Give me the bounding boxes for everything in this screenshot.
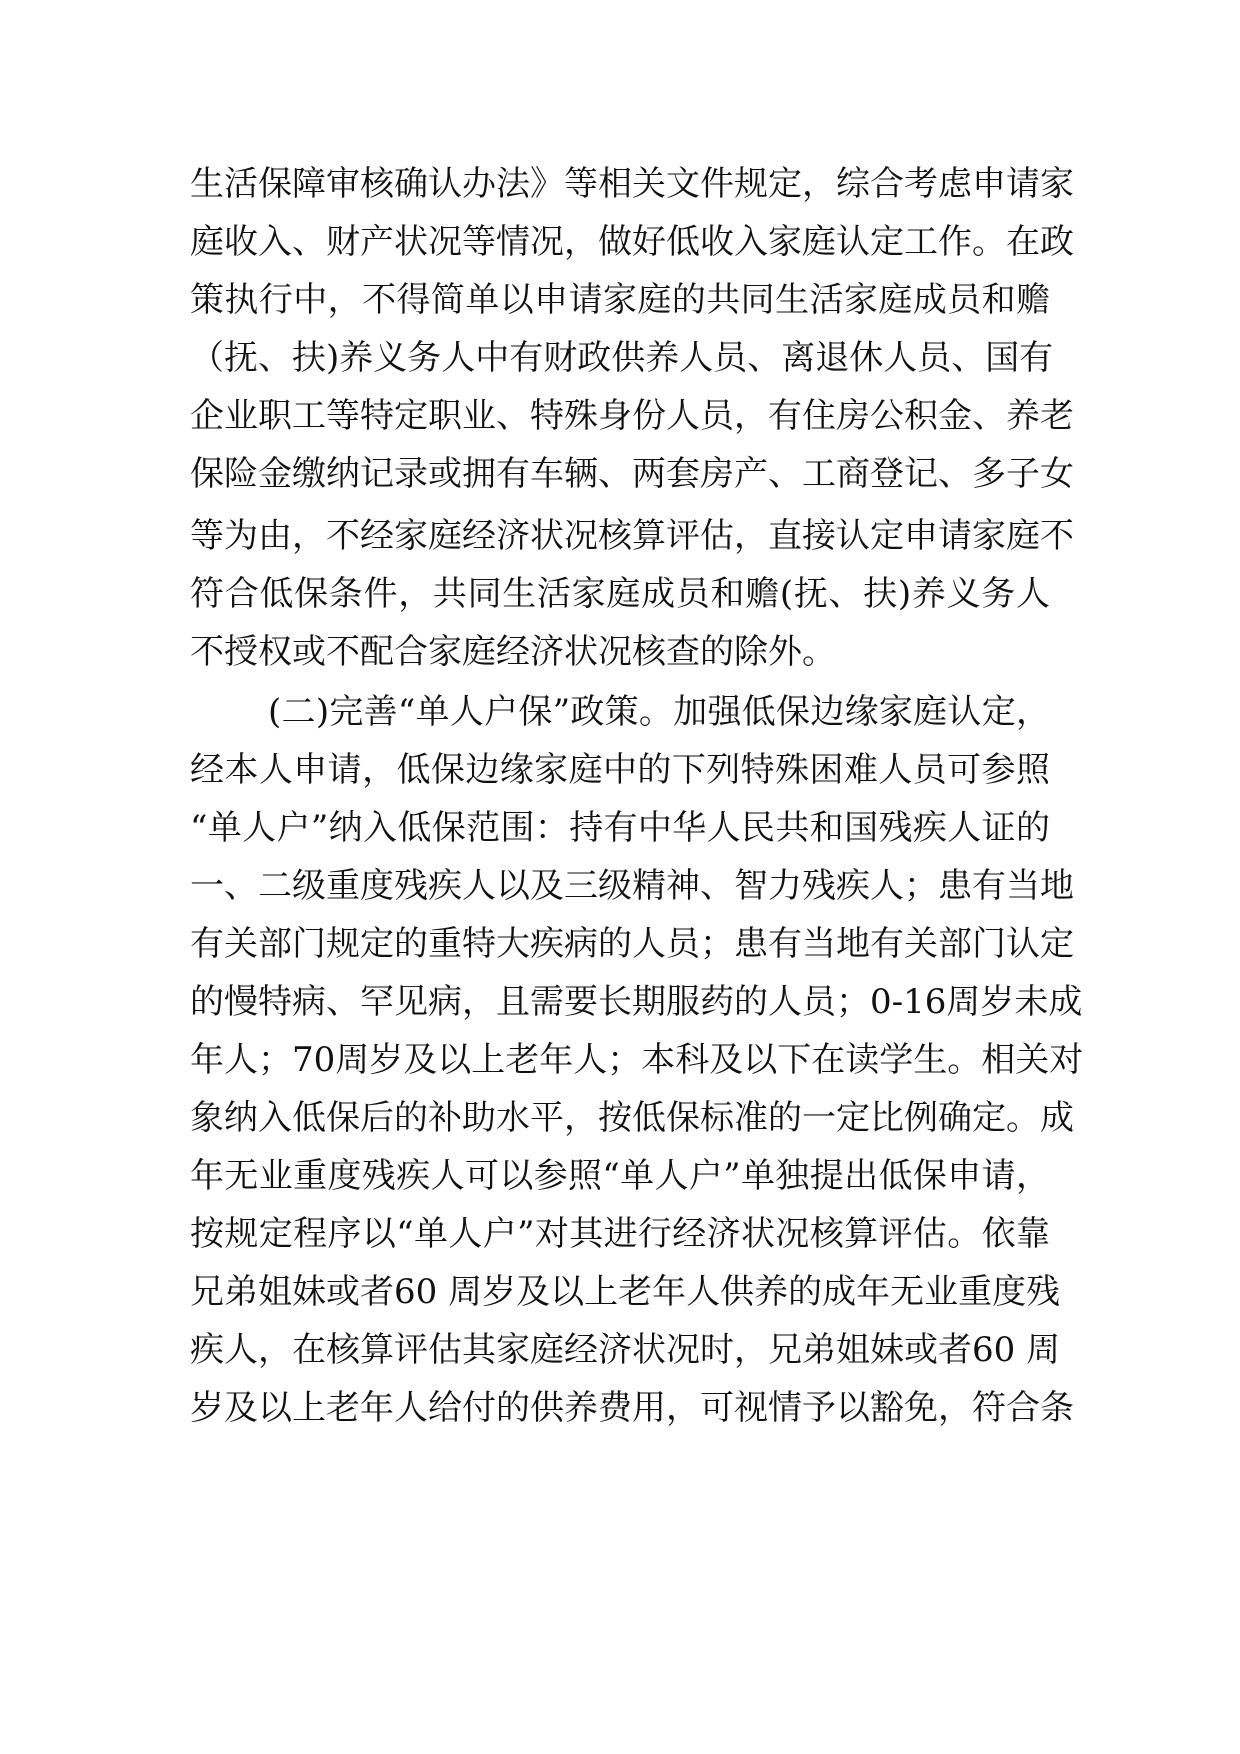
text-line-13: 一、二级重度残疾人以及三级精神、智力残疾人；患有当地 [190,866,1074,906]
text-line-3: 策执行中，不得简单以申请家庭的共同生活家庭成员和赡 [190,280,1050,320]
text-line-6: 保险金缴纳记录或拥有车辆、两套房产、工商登记、多子女 [190,454,1074,494]
text-line-19: 按规定程序以“单人户”对其进行经济状况核算评估。依靠 [190,1214,1050,1254]
text-line-14: 有关部门规定的重特大疾病的人员；患有当地有关部门认定 [190,924,1074,964]
text-line-12: “单人户”纳入低保范围：持有中华人民共和国残疾人证的 [190,808,1050,848]
text-line-8: 符合低保条件，共同生活家庭成员和赡(抚、扶)养义务人 [190,574,1050,614]
paragraph-2-first-line: (二)完善“单人户保”政策。加强低保边缘家庭认定， [268,692,1050,732]
text-line-1: 生活保障审核确认办法》等相关文件规定，综合考虑申请家 [190,164,1074,204]
text-line-5: 企业职工等特定职业、特殊身份人员，有住房公积金、养老 [190,396,1074,436]
text-line-17: 象纳入低保后的补助水平，按低保标准的一定比例确定。成 [190,1098,1074,1138]
text-line-15: 的慢特病、罕见病，且需要长期服药的人员；0-16周岁未成 [190,982,1083,1022]
text-line-9: 不授权或不配合家庭经济状况核查的除外。 [190,632,836,672]
text-line-18: 年无业重度残疾人可以参照“单人户”单独提出低保申请， [190,1156,1050,1196]
text-line-16: 年人；70周岁及以上老年人；本科及以下在读学生。相关对 [190,1040,1084,1080]
text-line-21: 疾人，在核算评估其家庭经济状况时，兄弟姐妹或者60 周 [190,1330,1061,1370]
text-line-22: 岁及以上老年人给付的供养费用，可视情予以豁免，符合条 [190,1388,1074,1428]
text-line-2: 庭收入、财产状况等情况，做好低收入家庭认定工作。在政 [190,222,1074,262]
text-line-11: 经本人申请，低保边缘家庭中的下列特殊困难人员可参照 [190,750,1050,790]
text-line-4: （抚、扶)养义务人中有财政供养人员、离退休人员、国有 [190,338,1054,378]
text-line-20: 兄弟姐妹或者60 周岁及以上老年人供养的成年无业重度残 [190,1272,1061,1312]
text-line-7: 等为由，不经家庭经济状况核算评估，直接认定申请家庭不 [190,516,1074,556]
